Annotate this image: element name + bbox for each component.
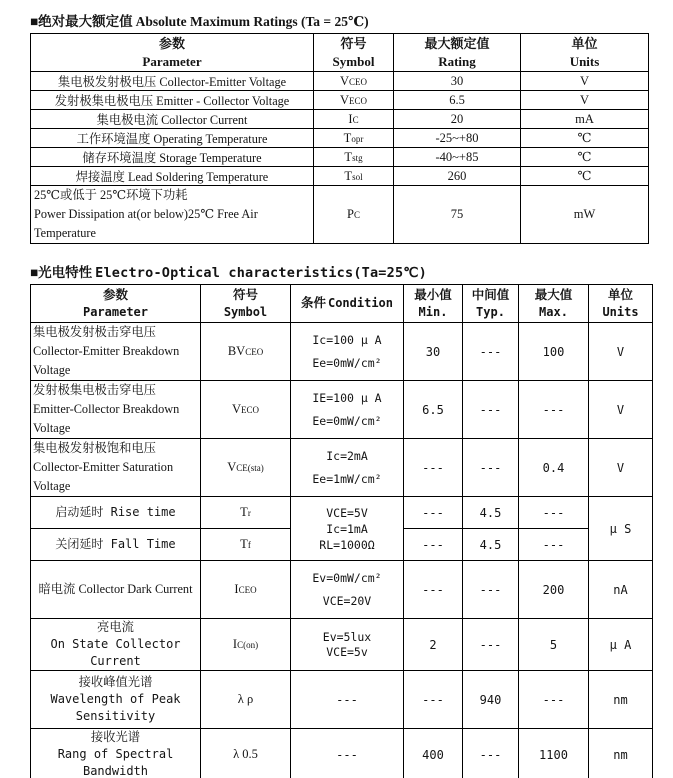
table2-title (30, 261, 673, 281)
table-row (31, 129, 649, 148)
param-cell (31, 381, 201, 439)
param-cell: 集电极电流 Collector Current (31, 110, 314, 129)
rating-cell: 30 (394, 72, 521, 91)
table1-header-row (31, 34, 649, 72)
symbol-sub: sol (352, 171, 363, 182)
rating-cell: 260 (394, 167, 521, 186)
symbol-sub: C(on) (237, 640, 259, 650)
min-header-en: Min. (418, 305, 448, 319)
typ-header-en: Typ. (476, 305, 505, 319)
symbol-cell (314, 72, 394, 91)
param-cell: 工作环境温度 Operating Temperature (31, 129, 314, 148)
param-line: 集电极发射极饱和电压 (33, 441, 156, 455)
max-cell: 200 (519, 561, 589, 619)
param-header-en: Parameter (82, 305, 149, 319)
param-header (31, 34, 314, 72)
param-cell: 暗电流 Collector Dark Current (31, 561, 201, 619)
param-line: Voltage (33, 479, 71, 493)
units-header-en: Units (602, 305, 639, 319)
table1-title-zh: ■绝对最大额定值 (30, 14, 133, 29)
param-line: 发射极集电极击穿电压 (33, 383, 156, 397)
units-cell: μ S (589, 497, 653, 561)
param-cell (31, 671, 201, 729)
condition-cell: --- (291, 671, 404, 729)
max-cell: --- (519, 381, 589, 439)
symbol-base: T (343, 130, 352, 145)
units-cell: nm (589, 671, 653, 729)
symbol-cell (201, 529, 291, 561)
symbol-base: BV (227, 344, 246, 358)
table1-title (30, 10, 673, 30)
min-cell: --- (404, 529, 463, 561)
symbol-sub: CEO (349, 76, 368, 87)
param-cell: 集电极发射极电压 Collector-Emitter Voltage (31, 72, 314, 91)
min-cell: --- (404, 561, 463, 619)
param-header-en: Parameter (142, 54, 202, 69)
rating-cell: -25~+80 (394, 129, 521, 148)
symbol-header-en: Symbol (332, 54, 375, 69)
typ-cell: 4.5 (463, 497, 519, 529)
table-row (31, 323, 653, 381)
min-cell: --- (404, 497, 463, 529)
units-header-en: Units (569, 54, 600, 69)
table1-title-en: Absolute Maximum Ratings (Ta = 25℃) (135, 14, 369, 29)
symbol-base: V (231, 402, 242, 416)
condition-line: VCE=5v (326, 644, 368, 659)
param-cell: 启动延时 Rise time (31, 497, 201, 529)
units-cell: mA (521, 110, 649, 129)
symbol-cell (201, 323, 291, 381)
symbol-base: T (240, 505, 248, 519)
max-cell: --- (519, 497, 589, 529)
symbol-cell (201, 729, 291, 778)
min-cell: 30 (404, 323, 463, 381)
min-cell: 400 (404, 729, 463, 778)
condition-cell: --- (291, 729, 404, 778)
table2-header-row (31, 285, 653, 323)
max-cell: --- (519, 671, 589, 729)
condition-line: Ic=2mA (326, 449, 368, 464)
param-line: Temperature (34, 226, 96, 240)
symbol-sub: CEO (238, 585, 257, 595)
table-row (31, 167, 649, 186)
param-line: 接收光谱 (90, 730, 141, 744)
table-row (31, 91, 649, 110)
condition-cell (291, 497, 404, 561)
param-line: Emitter-Collector Breakdown (33, 402, 180, 416)
table-row (31, 497, 653, 529)
rating-cell: -40~+85 (394, 148, 521, 167)
min-header-zh: 最小值 (414, 288, 452, 302)
symbol-sub: ECO (241, 405, 260, 415)
table-row (31, 729, 653, 778)
param-cell: 焊接温度 Lead Soldering Temperature (31, 167, 314, 186)
symbol-sub: stg (352, 152, 363, 163)
param-cell (31, 439, 201, 497)
max-header-zh: 最大值 (534, 288, 573, 302)
symbol-cell (314, 148, 394, 167)
units-cell: V (589, 439, 653, 497)
symbol-base: T (344, 168, 353, 183)
units-cell: mW (521, 186, 649, 244)
param-line: Collector-Emitter Breakdown (33, 344, 180, 358)
table-row (31, 110, 649, 129)
units-cell: ℃ (521, 129, 649, 148)
symbol-base: I (232, 637, 238, 651)
units-header-zh: 单位 (571, 36, 598, 51)
condition-line: Ee=0mW/cm² (312, 355, 382, 370)
symbol-header-zh: 符号 (232, 288, 258, 302)
symbol-cell (314, 129, 394, 148)
symbol-cell (314, 91, 394, 110)
symbol-base: V (227, 460, 237, 474)
min-cell: --- (404, 671, 463, 729)
param-line: 集电极发射极击穿电压 (33, 325, 156, 339)
symbol-sub: f (247, 540, 251, 550)
param-cell: 关闭延时 Fall Time (31, 529, 201, 561)
units-cell: nA (589, 561, 653, 619)
param-line: 接收峰值光谱 (78, 675, 153, 689)
symbol-cell (314, 110, 394, 129)
param-line: On State Collector Current (50, 637, 181, 668)
max-cell: --- (519, 529, 589, 561)
param-line: Voltage (33, 363, 71, 377)
param-cell (31, 186, 314, 244)
rating-cell: 20 (394, 110, 521, 129)
symbol-sub: C (352, 114, 359, 125)
symbol-cell (201, 619, 291, 671)
param-cell: 发射极集电极电压 Emitter - Collector Voltage (31, 91, 314, 110)
param-line: Sensitivity (75, 709, 156, 723)
symbol-sub: ECO (349, 95, 368, 106)
symbol-header (201, 285, 291, 323)
symbol-base: λ 0.5 (233, 747, 258, 761)
param-cell (31, 619, 201, 671)
min-header (404, 285, 463, 323)
condition-line: VCE=5V (326, 505, 368, 520)
symbol-header-zh: 符号 (340, 36, 367, 51)
symbol-base: V (339, 73, 350, 88)
symbol-base: I (348, 111, 353, 126)
units-cell: V (589, 381, 653, 439)
symbol-sub: CE(sta) (236, 463, 264, 473)
table-row (31, 148, 649, 167)
rating-cell: 75 (394, 186, 521, 244)
symbol-cell (314, 186, 394, 244)
units-cell: ℃ (521, 148, 649, 167)
symbol-base: T (344, 149, 353, 164)
symbol-header (314, 34, 394, 72)
rating-cell: 6.5 (394, 91, 521, 110)
condition-line: RL=1000Ω (319, 537, 375, 552)
condition-line: IE=100 μ A (312, 391, 382, 406)
symbol-base: T (240, 537, 248, 551)
symbol-sub: opr (351, 133, 364, 144)
condition-line: Ee=0mW/cm² (312, 413, 382, 428)
units-cell: V (521, 91, 649, 110)
condition-cell (291, 619, 404, 671)
condition-cell (291, 439, 404, 497)
symbol-base: P (347, 207, 354, 221)
param-header (31, 285, 201, 323)
table2-title-en: Electro-Optical characteristics(Ta=25℃) (95, 265, 427, 281)
symbol-base: V (339, 92, 350, 107)
table-row (31, 186, 649, 244)
units-cell: nm (589, 729, 653, 778)
units-cell: V (589, 323, 653, 381)
condition-cell (291, 561, 404, 619)
symbol-cell (201, 439, 291, 497)
param-line: Rang of Spectral Bandwidth (57, 747, 174, 778)
typ-cell: --- (463, 381, 519, 439)
param-line: Voltage (33, 421, 71, 435)
condition-line: Ev=0mW/cm² (312, 571, 382, 586)
condition-cell (291, 381, 404, 439)
max-cell: 5 (519, 619, 589, 671)
typ-cell: --- (463, 561, 519, 619)
typ-header (463, 285, 519, 323)
table-row (31, 561, 653, 619)
condition-header-en: Condition (327, 296, 394, 310)
max-cell: 0.4 (519, 439, 589, 497)
symbol-cell (201, 671, 291, 729)
min-cell: 2 (404, 619, 463, 671)
symbol-cell (201, 561, 291, 619)
typ-cell: 4.5 (463, 529, 519, 561)
symbol-sub: r (247, 508, 251, 518)
section-gap (30, 244, 673, 261)
param-line: Collector-Emitter Saturation (33, 460, 174, 474)
condition-line: Ev=5lux (322, 629, 372, 644)
param-line: Power Dissipation at(or below)25℃ Free Air (34, 207, 258, 221)
symbol-sub: CEO (245, 347, 264, 357)
condition-cell (291, 323, 404, 381)
units-header-zh: 单位 (607, 288, 633, 302)
table-row (31, 381, 653, 439)
symbol-cell (201, 381, 291, 439)
rating-header-en: Rating (438, 54, 476, 69)
min-cell: 6.5 (404, 381, 463, 439)
typ-cell: --- (463, 729, 519, 778)
param-cell (31, 729, 201, 778)
symbol-base: I (234, 582, 239, 596)
param-line: 亮电流 (97, 620, 134, 634)
table-row (31, 619, 653, 671)
symbol-base: λ ρ (237, 692, 254, 706)
max-cell: 100 (519, 323, 589, 381)
table-row (31, 72, 649, 91)
param-cell (31, 323, 201, 381)
rating-header (394, 34, 521, 72)
units-cell: ℃ (521, 167, 649, 186)
typ-cell: 940 (463, 671, 519, 729)
min-cell: --- (404, 439, 463, 497)
max-cell: 1100 (519, 729, 589, 778)
table-row (31, 439, 653, 497)
condition-header-zh: 条件 (300, 296, 326, 310)
table-row (31, 671, 653, 729)
units-header (589, 285, 653, 323)
absolute-maximum-ratings-table (30, 33, 649, 244)
param-header-zh: 参数 (102, 288, 128, 302)
units-header (521, 34, 649, 72)
symbol-cell (314, 167, 394, 186)
param-line: 25℃或低于 25℃环境下功耗 (34, 188, 188, 202)
symbol-header-en: Symbol (223, 305, 268, 319)
symbol-cell (201, 497, 291, 529)
condition-line: Ic=1mA (326, 521, 368, 536)
condition-line: Ic=100 μ A (312, 333, 382, 348)
table2-title-zh: ■光电特性 (30, 265, 93, 280)
condition-line: Ee=1mW/cm² (312, 471, 382, 486)
condition-header (291, 285, 404, 323)
param-line: Wavelength of Peak (50, 692, 181, 706)
typ-cell: --- (463, 619, 519, 671)
rating-header-zh: 最大额定值 (424, 36, 490, 51)
units-cell: μ A (589, 619, 653, 671)
condition-line: VCE=20V (322, 593, 372, 608)
electro-optical-characteristics-table (30, 284, 653, 778)
param-cell: 储存环境温度 Storage Temperature (31, 148, 314, 167)
typ-cell: --- (463, 439, 519, 497)
max-header-en: Max. (539, 305, 568, 319)
param-header-zh: 参数 (158, 36, 185, 51)
typ-header-zh: 中间值 (471, 288, 510, 302)
symbol-sub: C (353, 210, 360, 220)
typ-cell: --- (463, 323, 519, 381)
units-cell: V (521, 72, 649, 91)
max-header (519, 285, 589, 323)
